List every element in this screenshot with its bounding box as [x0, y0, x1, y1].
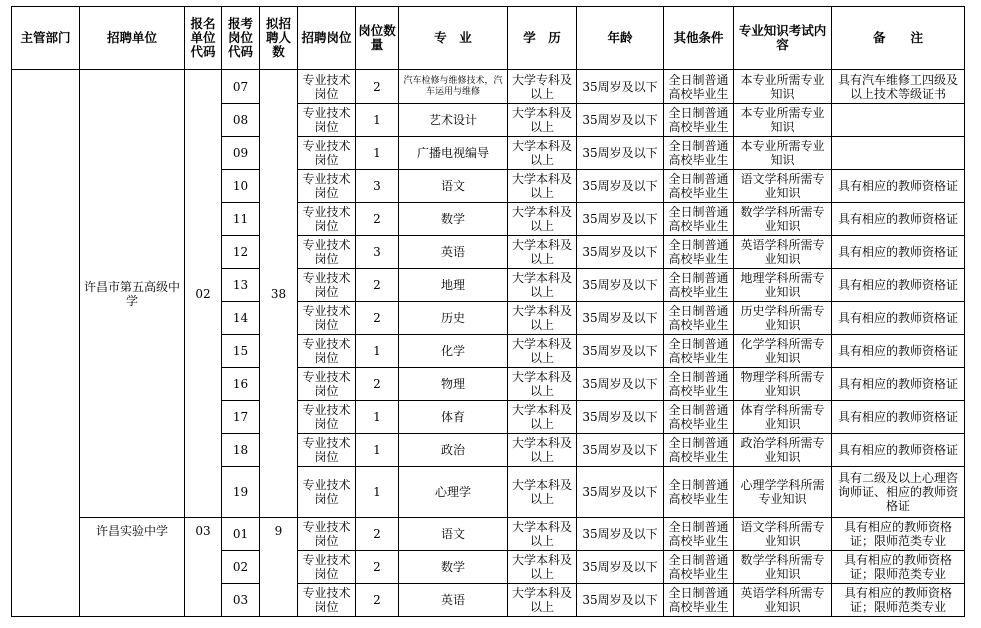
header-count: 岗位数量: [356, 7, 399, 70]
age-cell: 35周岁及以下: [577, 401, 664, 434]
education-cell: 大学本科及以上: [508, 137, 577, 170]
exam-cell: 本专业所需专业知识: [734, 70, 832, 104]
education-cell: 大学本科及以上: [508, 104, 577, 137]
education-cell: 大学本科及以上: [508, 518, 577, 551]
remark-cell: 具有汽车维修工四级及以上技术等级证书: [832, 70, 965, 104]
post-code-cell: 07: [222, 70, 260, 104]
header-remark: 备 注: [832, 7, 965, 70]
post-cell: 专业技术岗位: [298, 236, 356, 269]
count-cell: 2: [356, 70, 399, 104]
post-cell: 专业技术岗位: [298, 104, 356, 137]
count-cell: 2: [356, 302, 399, 335]
count-cell: 2: [356, 203, 399, 236]
count-cell: 2: [356, 551, 399, 584]
count-cell: 3: [356, 170, 399, 203]
other-cell: 全日制普通高校毕业生: [664, 551, 734, 584]
age-cell: 35周岁及以下: [577, 368, 664, 401]
exam-cell: 数学学科所需专业知识: [734, 551, 832, 584]
remark-cell: 具有相应的教师资格证: [832, 335, 965, 368]
age-cell: 35周岁及以下: [577, 104, 664, 137]
major-cell: 物理: [399, 368, 508, 401]
education-cell: 大学本科及以上: [508, 551, 577, 584]
remark-cell: 具有相应的教师资格证: [832, 302, 965, 335]
education-cell: 大学本科及以上: [508, 203, 577, 236]
post-code-cell: 08: [222, 104, 260, 137]
education-cell: 大学本科及以上: [508, 302, 577, 335]
planned-cell: 38: [260, 70, 298, 518]
remark-cell: 具有二级及以上心理咨询师证、相应的教师资格证: [832, 467, 965, 518]
major-cell: 体育: [399, 401, 508, 434]
education-cell: 大学专科及以上: [508, 70, 577, 104]
education-cell: 大学本科及以上: [508, 170, 577, 203]
age-cell: 35周岁及以下: [577, 467, 664, 518]
age-cell: 35周岁及以下: [577, 170, 664, 203]
age-cell: 35周岁及以下: [577, 236, 664, 269]
post-cell: 专业技术岗位: [298, 467, 356, 518]
dept-cell: [12, 70, 80, 617]
post-code-cell: 17: [222, 401, 260, 434]
post-cell: 专业技术岗位: [298, 170, 356, 203]
major-cell: 语文: [399, 170, 508, 203]
major-cell: 心理学: [399, 467, 508, 518]
header-dept: 主管部门: [12, 7, 80, 70]
header-other: 其他条件: [664, 7, 734, 70]
count-cell: 2: [356, 368, 399, 401]
education-cell: 大学本科及以上: [508, 335, 577, 368]
post-code-cell: 15: [222, 335, 260, 368]
age-cell: 35周岁及以下: [577, 518, 664, 551]
recruitment-table: [11, 6, 965, 617]
post-code-cell: 02: [222, 551, 260, 584]
table-row: [12, 70, 965, 104]
exam-cell: 本专业所需专业知识: [734, 104, 832, 137]
count-cell: 2: [356, 584, 399, 617]
post-cell: 专业技术岗位: [298, 70, 356, 104]
count-cell: 1: [356, 137, 399, 170]
education-cell: 大学本科及以上: [508, 269, 577, 302]
major-cell: 数学: [399, 551, 508, 584]
header-major: 专 业: [399, 7, 508, 70]
post-cell: 专业技术岗位: [298, 269, 356, 302]
exam-cell: 心理学学科所需专业知识: [734, 467, 832, 518]
exam-cell: 语文学科所需专业知识: [734, 170, 832, 203]
major-cell: 地理: [399, 269, 508, 302]
count-cell: 1: [356, 104, 399, 137]
post-cell: 专业技术岗位: [298, 335, 356, 368]
remark-cell: 具有相应的教师资格证: [832, 401, 965, 434]
table-body: [12, 70, 965, 617]
post-code-cell: 16: [222, 368, 260, 401]
age-cell: 35周岁及以下: [577, 70, 664, 104]
age-cell: 35周岁及以下: [577, 137, 664, 170]
major-cell: 广播电视编导: [399, 137, 508, 170]
education-cell: 大学本科及以上: [508, 467, 577, 518]
exam-cell: 英语学科所需专业知识: [734, 584, 832, 617]
post-cell: 专业技术岗位: [298, 368, 356, 401]
remark-cell: [832, 104, 965, 137]
post-cell: 专业技术岗位: [298, 434, 356, 467]
table-row: [12, 518, 965, 551]
header-education: 学 历: [508, 7, 577, 70]
education-cell: 大学本科及以上: [508, 584, 577, 617]
count-cell: 2: [356, 518, 399, 551]
exam-cell: 历史学科所需专业知识: [734, 302, 832, 335]
post-code-cell: 01: [222, 518, 260, 551]
other-cell: 全日制普通高校毕业生: [664, 584, 734, 617]
major-cell: 化学: [399, 335, 508, 368]
post-code-cell: 03: [222, 584, 260, 617]
exam-cell: 体育学科所需专业知识: [734, 401, 832, 434]
post-code-cell: 10: [222, 170, 260, 203]
unit-code-cell: 03: [185, 518, 222, 617]
unit-code-cell: 02: [185, 70, 222, 518]
exam-cell: 地理学科所需专业知识: [734, 269, 832, 302]
post-code-cell: 09: [222, 137, 260, 170]
exam-cell: 英语学科所需专业知识: [734, 236, 832, 269]
other-cell: 全日制普通高校毕业生: [664, 467, 734, 518]
remark-cell: 具有相应的教师资格证: [832, 269, 965, 302]
planned-cell: 9: [260, 518, 298, 617]
major-cell: 数学: [399, 203, 508, 236]
age-cell: 35周岁及以下: [577, 302, 664, 335]
remark-cell: 具有相应的教师资格证: [832, 236, 965, 269]
major-cell: 语文: [399, 518, 508, 551]
exam-cell: 政治学科所需专业知识: [734, 434, 832, 467]
header-post-code: 报考岗位代码: [222, 7, 260, 70]
count-cell: 1: [356, 467, 399, 518]
age-cell: 35周岁及以下: [577, 269, 664, 302]
other-cell: 全日制普通高校毕业生: [664, 269, 734, 302]
exam-cell: 本专业所需专业知识: [734, 137, 832, 170]
post-cell: 专业技术岗位: [298, 401, 356, 434]
remark-cell: 具有相应的教师资格证；限师范类专业: [832, 518, 965, 551]
unit-name-cell: 许昌市第五高级中学: [80, 70, 185, 518]
count-cell: 1: [356, 401, 399, 434]
remark-cell: 具有相应的教师资格证；限师范类专业: [832, 584, 965, 617]
post-code-cell: 18: [222, 434, 260, 467]
education-cell: 大学本科及以上: [508, 434, 577, 467]
age-cell: 35周岁及以下: [577, 335, 664, 368]
post-code-cell: 11: [222, 203, 260, 236]
unit-name-cell: 许昌实验中学: [80, 518, 185, 617]
other-cell: 全日制普通高校毕业生: [664, 70, 734, 104]
header-unit: 招聘单位: [80, 7, 185, 70]
post-code-cell: 12: [222, 236, 260, 269]
other-cell: 全日制普通高校毕业生: [664, 518, 734, 551]
header-planned: 拟招聘人数: [260, 7, 298, 70]
count-cell: 2: [356, 269, 399, 302]
other-cell: 全日制普通高校毕业生: [664, 368, 734, 401]
header-post: 招聘岗位: [298, 7, 356, 70]
post-cell: 专业技术岗位: [298, 302, 356, 335]
other-cell: 全日制普通高校毕业生: [664, 137, 734, 170]
education-cell: 大学本科及以上: [508, 368, 577, 401]
header-row: [12, 7, 965, 70]
remark-cell: 具有相应的教师资格证；限师范类专业: [832, 551, 965, 584]
age-cell: 35周岁及以下: [577, 203, 664, 236]
age-cell: 35周岁及以下: [577, 584, 664, 617]
post-code-cell: 13: [222, 269, 260, 302]
count-cell: 3: [356, 236, 399, 269]
exam-cell: 化学学科所需专业知识: [734, 335, 832, 368]
major-cell: 艺术设计: [399, 104, 508, 137]
other-cell: 全日制普通高校毕业生: [664, 434, 734, 467]
education-cell: 大学本科及以上: [508, 401, 577, 434]
education-cell: 大学本科及以上: [508, 236, 577, 269]
remark-cell: 具有相应的教师资格证: [832, 203, 965, 236]
header-exam: 专业知识考试内容: [734, 7, 832, 70]
header-unit-code: 报名单位代码: [185, 7, 222, 70]
remark-cell: 具有相应的教师资格证: [832, 434, 965, 467]
post-cell: 专业技术岗位: [298, 584, 356, 617]
exam-cell: 数学学科所需专业知识: [734, 203, 832, 236]
age-cell: 35周岁及以下: [577, 434, 664, 467]
age-cell: 35周岁及以下: [577, 551, 664, 584]
header-age: 年龄: [577, 7, 664, 70]
other-cell: 全日制普通高校毕业生: [664, 335, 734, 368]
post-cell: 专业技术岗位: [298, 203, 356, 236]
other-cell: 全日制普通高校毕业生: [664, 104, 734, 137]
other-cell: 全日制普通高校毕业生: [664, 170, 734, 203]
remark-cell: 具有相应的教师资格证: [832, 368, 965, 401]
post-code-cell: 14: [222, 302, 260, 335]
other-cell: 全日制普通高校毕业生: [664, 203, 734, 236]
other-cell: 全日制普通高校毕业生: [664, 236, 734, 269]
post-cell: 专业技术岗位: [298, 137, 356, 170]
remark-cell: 具有相应的教师资格证: [832, 170, 965, 203]
post-code-cell: 19: [222, 467, 260, 518]
remark-cell: [832, 137, 965, 170]
exam-cell: 物理学科所需专业知识: [734, 368, 832, 401]
major-cell: 政治: [399, 434, 508, 467]
exam-cell: 语文学科所需专业知识: [734, 518, 832, 551]
other-cell: 全日制普通高校毕业生: [664, 302, 734, 335]
count-cell: 1: [356, 434, 399, 467]
post-cell: 专业技术岗位: [298, 551, 356, 584]
count-cell: 1: [356, 335, 399, 368]
other-cell: 全日制普通高校毕业生: [664, 401, 734, 434]
major-cell: 英语: [399, 236, 508, 269]
major-cell: 历史: [399, 302, 508, 335]
major-cell: 汽车检修与维修技术，汽车运用与维修: [399, 70, 508, 104]
major-cell: 英语: [399, 584, 508, 617]
post-cell: 专业技术岗位: [298, 518, 356, 551]
